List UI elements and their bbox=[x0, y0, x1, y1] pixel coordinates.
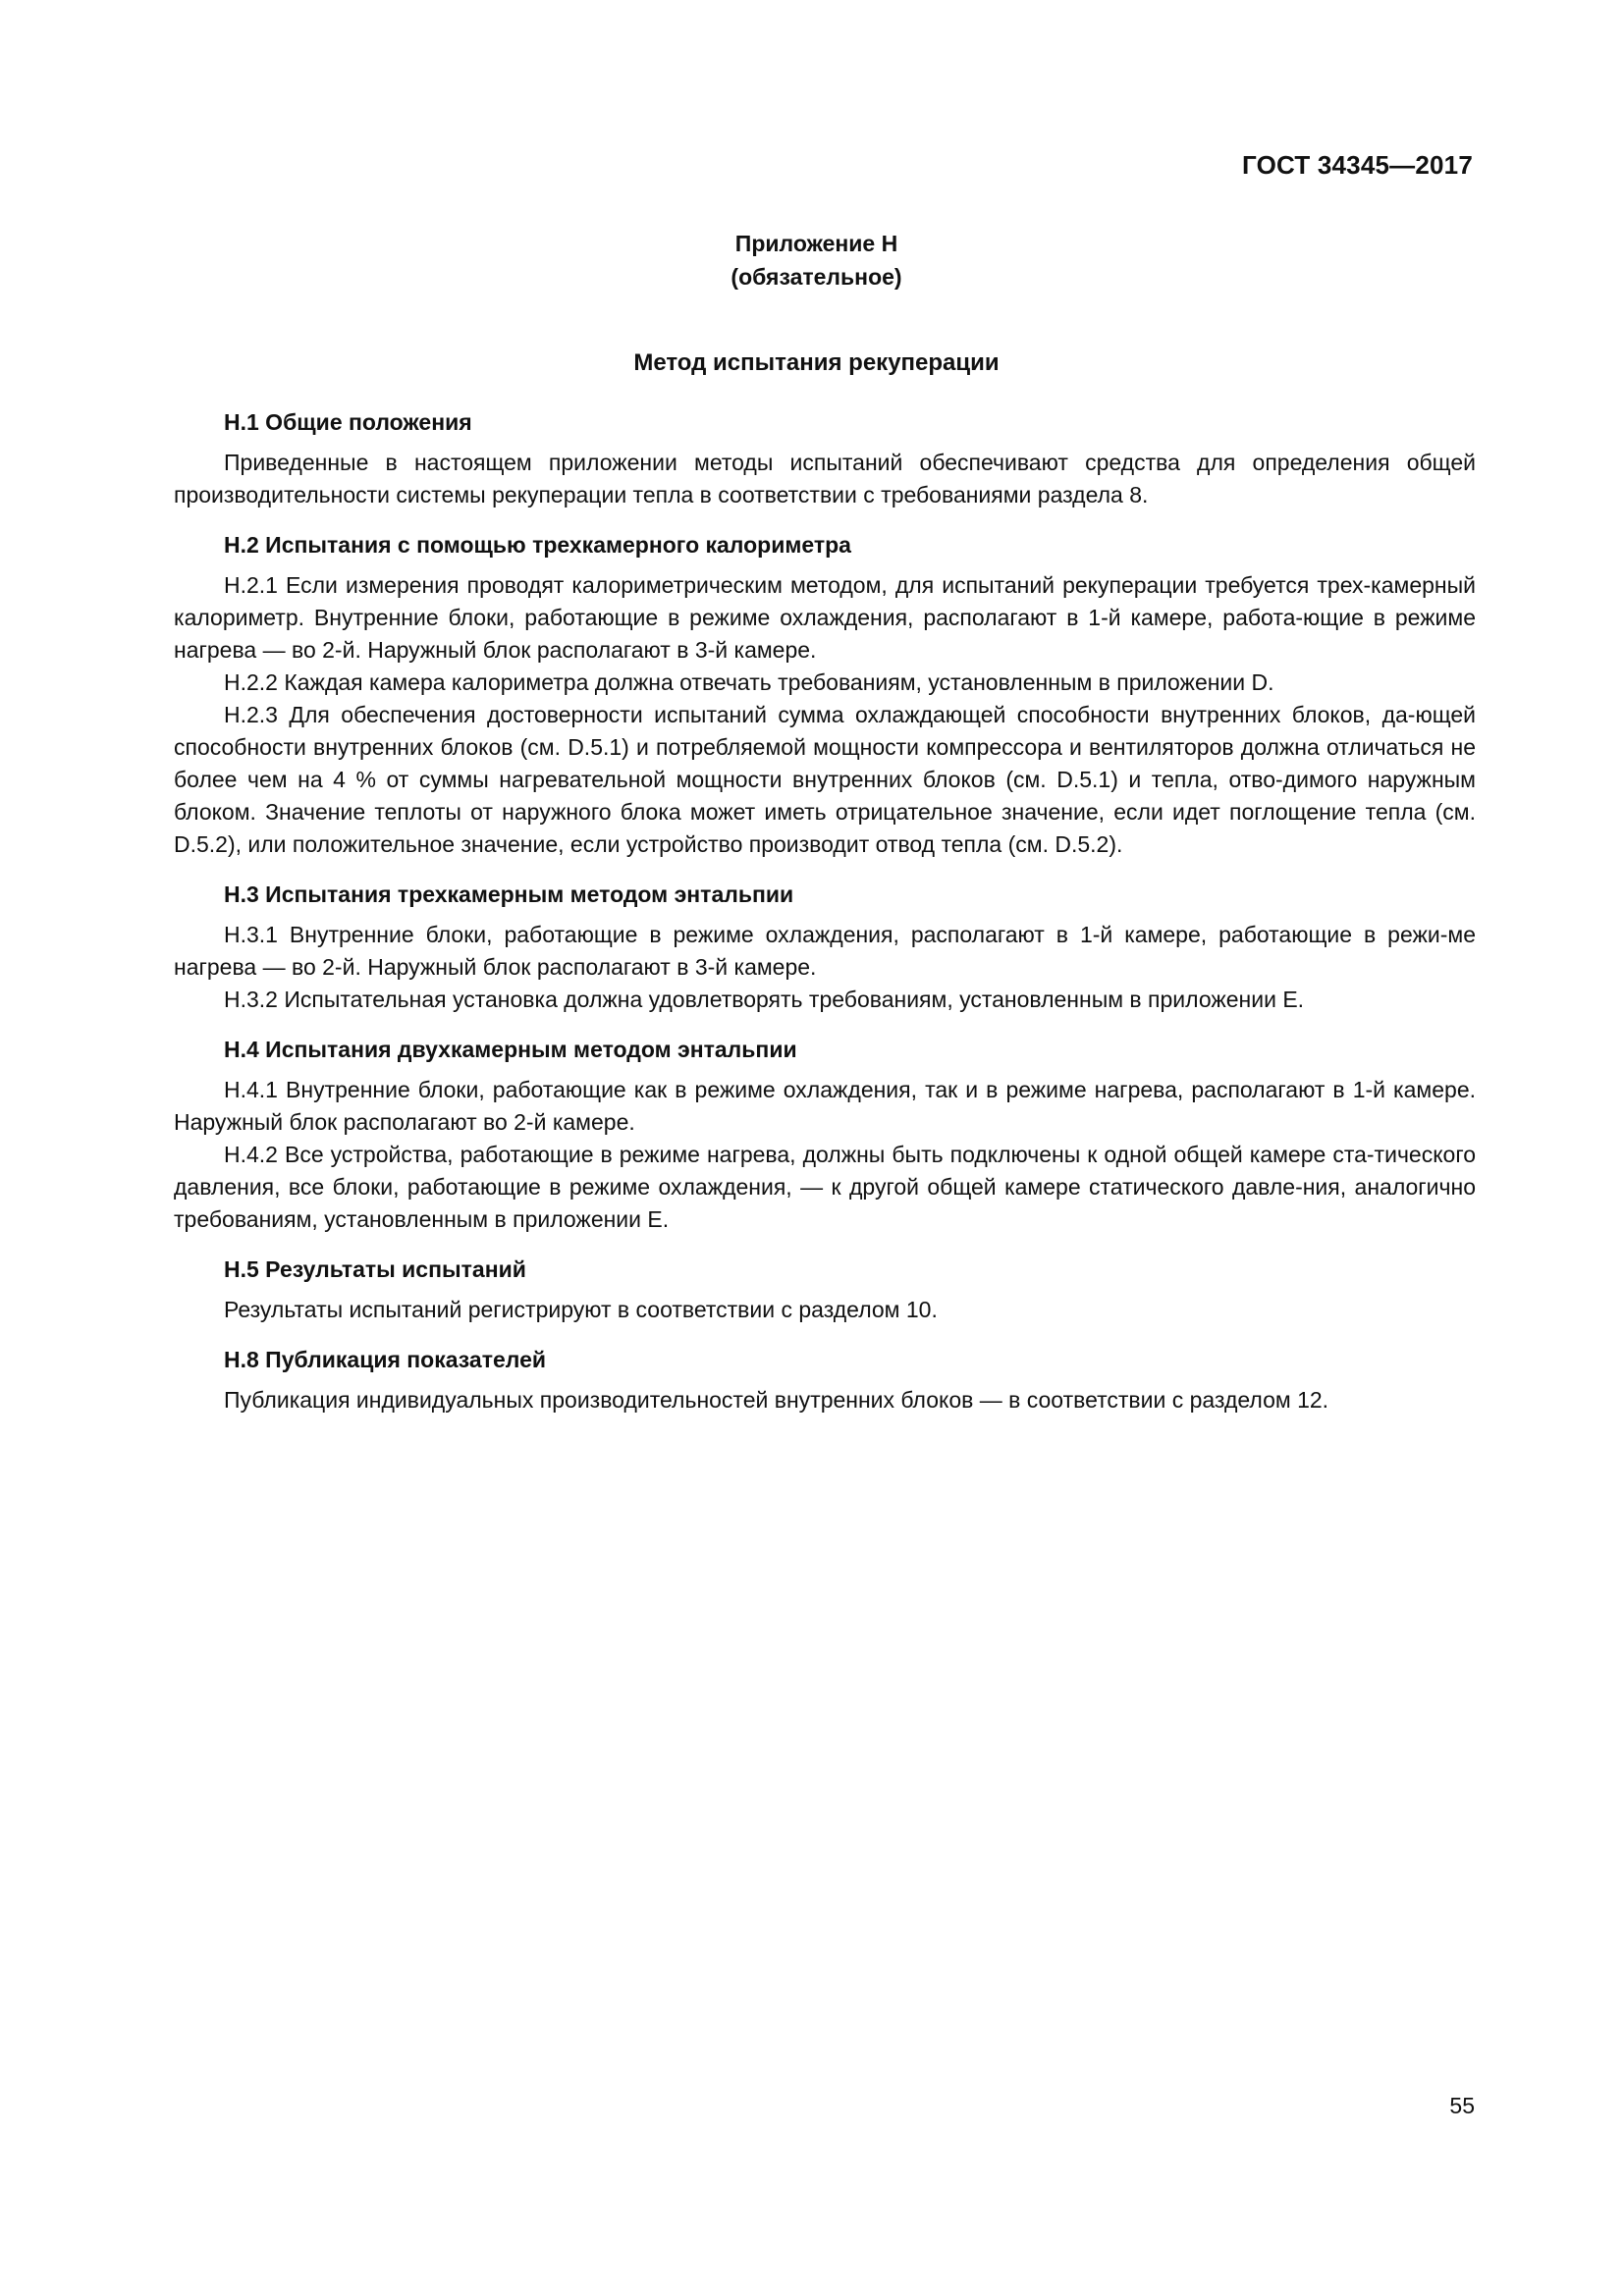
appendix-title: Приложение Н bbox=[734, 231, 898, 256]
paragraph: Н.3.2 Испытательная установка должна удовлетворять требованиям, установленным в приложении Е. bbox=[224, 987, 1305, 1012]
section-heading: Н.4 Испытания двухкамерным методом энтальпии bbox=[224, 1037, 797, 1062]
paragraph: Публикация индивидуальных производительностей внутренних блоков — в соответствии с разделом 12. bbox=[224, 1387, 1329, 1413]
section-heading: Н.1 Общие положения bbox=[224, 409, 472, 435]
section-h5 bbox=[174, 1254, 1476, 1326]
section-h3 bbox=[174, 879, 1476, 1016]
section-h8 bbox=[174, 1344, 1476, 1416]
paragraph: Н.2.3 Для обеспечения достоверности испытаний сумма охлаждающей способности внутренних блоков, да-ющей способности внутренних блоков (см. D.5.1) и потребляемой мощности компрессора и вентиляторов должна отличаться не более чем на 4 % от суммы нагревательной мощности внутренних блоков (см. D.5.1) и тепла, отво-димого наружным блоком. Значение теплоты от наружного блока может иметь отрицательное значение, если идет поглощение тепла (см. D.5.2), или положительное значение, если устройство производит отвод тепла (см. D.5.2). bbox=[174, 702, 1476, 857]
page-number: 55 bbox=[1449, 2093, 1475, 2118]
paragraph: Результаты испытаний регистрируют в соответствии с разделом 10. bbox=[224, 1297, 938, 1322]
section-heading: Н.8 Публикация показателей bbox=[224, 1347, 547, 1372]
appendix-heading bbox=[0, 227, 1624, 294]
section-h1 bbox=[174, 406, 1476, 511]
section-heading: Н.5 Результаты испытаний bbox=[224, 1256, 526, 1282]
section-heading: Н.3 Испытания трехкамерным методом энтальпии bbox=[224, 881, 794, 907]
paragraph: Н.3.1 Внутренние блоки, работающие в режиме охлаждения, располагают в 1-й камере, работающие в режи-ме нагрева — во 2-й. Наружный блок располагают в 3-й камере. bbox=[174, 922, 1476, 980]
document-code: ГОСТ 34345—2017 bbox=[1242, 150, 1473, 180]
paragraph: Приведенные в настоящем приложении методы испытаний обеспечивают средства для определения общей производительности системы рекуперации тепла в соответствии с требованиями раздела 8. bbox=[174, 450, 1476, 507]
paragraph: Н.4.2 Все устройства, работающие в режиме нагрева, должны быть подключены к одной общей камере ста-тического давления, все блоки, работающие в режиме охлаждения, — к другой общей камере статического давле-ния, аналогично требованиям, установленным в приложении Е. bbox=[174, 1142, 1476, 1232]
paragraph: Н.4.1 Внутренние блоки, работающие как в режиме охлаждения, так и в режиме нагрева, располагают в 1-й камере. Наружный блок располагают во 2-й камере. bbox=[174, 1077, 1476, 1135]
paragraph: Н.2.1 Если измерения проводят калориметрическим методом, для испытаний рекуперации требуется трех-камерный калориметр. Внутренние блоки, работающие в режиме охлаждения, располагают в 1-й камере, работа-ющие в режиме нагрева — во 2-й. Наружный блок располагают в 3-й камере. bbox=[174, 572, 1476, 663]
document-body bbox=[174, 406, 1476, 1434]
section-heading: Н.2 Испытания с помощью трехкамерного калориметра bbox=[224, 532, 851, 558]
paragraph: Н.2.2 Каждая камера калориметра должна отвечать требованиям, установленным в приложении D. bbox=[224, 669, 1274, 695]
section-h2 bbox=[174, 529, 1476, 861]
section-h4 bbox=[174, 1034, 1476, 1236]
appendix-status: (обязательное) bbox=[731, 264, 902, 290]
method-title: Метод испытания рекуперации bbox=[633, 349, 1000, 376]
